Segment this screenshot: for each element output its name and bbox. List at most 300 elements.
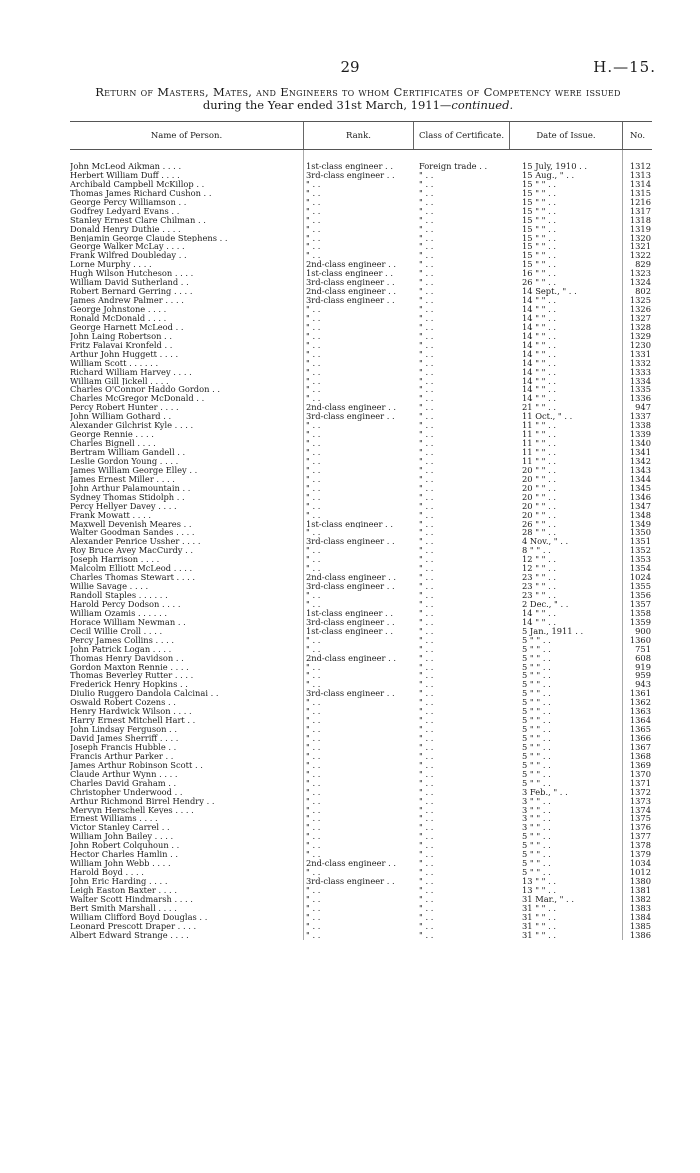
cell-number: 1346: [629, 492, 651, 502]
cell-class: " . .: [419, 296, 434, 305]
cell-class: " . .: [419, 769, 434, 779]
table-row: [70, 904, 652, 913]
table-row: [70, 546, 652, 555]
cell-date: 11 " " . .: [522, 430, 557, 440]
cell-class: " . .: [419, 376, 434, 386]
cell-rank: " . .: [306, 305, 321, 314]
cell-number: 1339: [629, 430, 651, 440]
cell-date: 5 " " . .: [522, 716, 551, 726]
cell-rank: 3rd-class engineer . .: [306, 689, 395, 699]
cell-name: Harold Boyd . . . .: [70, 868, 144, 877]
cell-name: Horace William Newman . .: [70, 617, 186, 627]
cell-date: 26 " " . .: [522, 278, 557, 288]
cell-name: Arthur Richmond Birrel Hendry . .: [70, 796, 215, 806]
cell-rank: " . .: [306, 751, 321, 761]
cell-class: " . .: [419, 868, 434, 877]
cell-number: 1359: [629, 617, 651, 627]
cell-number: 1351: [629, 537, 651, 547]
cell-name: Frank Wilfred Doubleday . .: [70, 251, 187, 261]
cell-name: Harry Ernest Mitchell Hart . .: [70, 716, 196, 726]
cell-date: 14 " " . .: [522, 385, 557, 395]
table-row: [70, 663, 652, 672]
cell-number: 1350: [629, 528, 651, 538]
cell-class: " . .: [419, 501, 434, 511]
cell-number: 1371: [629, 778, 651, 788]
cell-number: 1386: [629, 930, 651, 940]
cell-rank: " . .: [306, 850, 321, 860]
table-row: [70, 832, 652, 841]
cell-rank: " . .: [306, 778, 321, 788]
table-row: [70, 850, 652, 859]
cell-number: 1380: [629, 877, 651, 886]
cell-number: 1340: [629, 439, 651, 448]
cell-name: Cecil Willie Croll . . . .: [70, 626, 163, 636]
cell-name: William John Webb . . . .: [70, 859, 171, 869]
cell-rank: " . .: [306, 197, 321, 207]
cell-rank: " . .: [306, 188, 321, 198]
cell-number: 1314: [629, 179, 651, 189]
cell-rank: " . .: [306, 564, 321, 574]
cell-number: 1313: [629, 170, 651, 180]
table-header: [70, 121, 652, 150]
cell-number: 1034: [629, 859, 651, 869]
cell-number: 802: [635, 287, 651, 297]
cell-number: 1361: [629, 689, 651, 699]
cell-date: 5 Jan., 1911 . .: [522, 626, 584, 636]
table-row: [70, 394, 652, 403]
cell-class: " . .: [419, 573, 434, 583]
cell-date: 15 " " . .: [522, 260, 557, 270]
cell-name: Leigh Easton Baxter . . . .: [70, 885, 177, 895]
cell-class: " . .: [419, 537, 434, 547]
cell-date: 3 Feb., " . .: [522, 787, 568, 797]
cell-number: 1382: [629, 894, 651, 904]
table-row: [70, 716, 652, 725]
cell-class: " . .: [419, 546, 434, 556]
cell-date: 11 " " . .: [522, 456, 557, 466]
cell-date: 5 " " . .: [522, 635, 551, 645]
cell-name: Hector Charles Hamlin . .: [70, 850, 179, 860]
cell-number: 1012: [629, 868, 651, 877]
cell-date: 14 " " . .: [522, 367, 557, 377]
cell-number: 1365: [629, 725, 651, 734]
table-row: [70, 627, 652, 636]
cell-class: " . .: [419, 707, 434, 717]
cell-name: Thomas Henry Davidson . .: [70, 653, 184, 663]
cell-class: " . .: [419, 260, 434, 270]
cell-name: James Andrew Palmer . . . .: [70, 296, 184, 305]
cell-date: 5 " " . .: [522, 662, 551, 672]
cell-class: " . .: [419, 742, 434, 752]
document-code: H.—15.: [593, 58, 656, 76]
cell-name: John William Gothard . .: [70, 412, 172, 422]
cell-number: 1363: [629, 707, 651, 717]
cell-class: " . .: [419, 662, 434, 672]
table-row: [70, 564, 652, 573]
cell-class: " . .: [419, 251, 434, 261]
cell-rank: " . .: [306, 224, 321, 234]
cell-rank: 3rd-class engineer . .: [306, 877, 395, 886]
table-row: [70, 260, 652, 269]
cell-date: 26 " " . .: [522, 519, 557, 529]
cell-number: 1321: [629, 242, 651, 252]
table-row: [70, 707, 652, 716]
cell-rank: " . .: [306, 912, 321, 922]
cell-date: 31 " " . .: [522, 930, 557, 940]
cell-number: 1345: [629, 483, 651, 493]
cell-class: " . .: [419, 796, 434, 806]
cell-number: 1326: [629, 305, 651, 314]
cell-rank: 3rd-class engineer . .: [306, 537, 395, 547]
table-row: [70, 385, 652, 394]
table-row: [70, 341, 652, 350]
cell-name: Hugh Wilson Hutcheson . . . .: [70, 269, 194, 279]
cell-number: 1336: [629, 394, 651, 404]
cell-date: 12 " " . .: [522, 564, 557, 574]
cell-name: Leslie Gordon Young . . . .: [70, 456, 179, 466]
cell-number: 1342: [629, 456, 651, 466]
cell-date: 5 " " . .: [522, 671, 551, 681]
cell-class: " . .: [419, 644, 434, 654]
table-row: [70, 412, 652, 421]
table-row: [70, 868, 652, 877]
cell-date: 14 " " . .: [522, 305, 557, 314]
header-class: Class of Certificate.: [413, 122, 509, 149]
cell-number: 1356: [629, 591, 651, 600]
table-row: [70, 841, 652, 850]
cell-name: Diulio Ruggero Dandola Calcinai . .: [70, 689, 219, 699]
table-row: [70, 162, 652, 171]
cell-rank: " . .: [306, 814, 321, 824]
cell-class: " . .: [419, 492, 434, 502]
cell-number: 1381: [629, 885, 651, 895]
cell-rank: " . .: [306, 242, 321, 252]
cell-number: 1344: [629, 474, 651, 484]
table-row: [70, 886, 652, 895]
table-row: [70, 368, 652, 377]
cell-rank: " . .: [306, 206, 321, 216]
cell-rank: " . .: [306, 903, 321, 913]
cell-rank: 3rd-class engineer . .: [306, 582, 395, 591]
cell-name: Sydney Thomas Stidolph . .: [70, 492, 185, 502]
cell-number: 1334: [629, 376, 651, 386]
cell-date: 31 " " . .: [522, 912, 557, 922]
cell-class: " . .: [419, 340, 434, 350]
cell-rank: 2nd-class engineer . .: [306, 403, 397, 413]
cell-date: 5 " " . .: [522, 680, 551, 690]
cell-number: 1377: [629, 832, 651, 842]
cell-date: 15 July, 1910 . .: [522, 162, 588, 171]
cell-class: " . .: [419, 689, 434, 699]
cell-rank: " . .: [306, 349, 321, 359]
cell-rank: " . .: [306, 251, 321, 261]
cell-number: 1323: [629, 269, 651, 279]
cell-date: 20 " " . .: [522, 465, 557, 475]
cell-date: 14 Sept., " . .: [522, 287, 577, 297]
cell-name: Claude Arthur Wynn . . . .: [70, 769, 178, 779]
table-row: [70, 278, 652, 287]
cell-number: 1348: [629, 510, 651, 520]
cell-number: 1357: [629, 599, 651, 609]
cell-number: 1327: [629, 313, 651, 323]
cell-rank: " . .: [306, 599, 321, 609]
table-row: [70, 180, 652, 189]
cell-rank: " . .: [306, 555, 321, 565]
cell-date: 23 " " . .: [522, 591, 557, 600]
cell-class: " . .: [419, 841, 434, 851]
cell-date: 28 " " . .: [522, 528, 557, 538]
header-date: Date of Issue.: [509, 122, 622, 149]
cell-class: " . .: [419, 564, 434, 574]
cell-number: 900: [635, 626, 651, 636]
cell-number: 1375: [629, 814, 651, 824]
cell-date: 20 " " . .: [522, 474, 557, 484]
cell-name: Godfrey Ledyard Evans . .: [70, 206, 180, 216]
cell-name: Arthur John Huggett . . . .: [70, 349, 179, 359]
cell-name: Randoll Staples . . . . . .: [70, 591, 168, 600]
cell-rank: " . .: [306, 930, 321, 940]
table-row: [70, 314, 652, 323]
cell-name: Charles Bignell . . . .: [70, 439, 156, 448]
cell-class: " . .: [419, 269, 434, 279]
table-row: [70, 743, 652, 752]
cell-date: 15 " " . .: [522, 197, 557, 207]
cell-number: 1364: [629, 716, 651, 726]
cell-class: " . .: [419, 215, 434, 225]
cell-date: 4 Nov., " . .: [522, 537, 569, 547]
cell-name: Bert Smith Marshall . . . .: [70, 903, 177, 913]
cell-name: Walter Goodman Sandes . . . .: [70, 528, 195, 538]
cell-rank: " . .: [306, 313, 321, 323]
cell-date: 13 " " . .: [522, 885, 557, 895]
cell-rank: " . .: [306, 394, 321, 404]
cell-name: Frederick Henry Hopkins . .: [70, 680, 188, 690]
cell-date: 15 " " . .: [522, 179, 557, 189]
cell-name: William Ozamis . . . . . .: [70, 608, 167, 618]
cell-class: " . .: [419, 725, 434, 734]
cell-class: " . .: [419, 671, 434, 681]
cell-date: 5 " " . .: [522, 760, 551, 770]
cell-number: 1024: [629, 573, 651, 583]
cell-name: Fritz Falavai Kronfeld . .: [70, 340, 173, 350]
cell-class: " . .: [419, 832, 434, 842]
cell-rank: " . .: [306, 483, 321, 493]
table-body: [70, 162, 652, 940]
cell-name: Alexander Penrice Ussher . . . .: [70, 537, 201, 547]
cell-name: George Walker McLay . . . .: [70, 242, 185, 252]
cell-number: 1353: [629, 555, 651, 565]
cell-date: 14 " " . .: [522, 296, 557, 305]
table-row: [70, 528, 652, 537]
cell-rank: " . .: [306, 492, 321, 502]
cell-date: 11 " " . .: [522, 448, 557, 457]
table-row: [70, 421, 652, 430]
cell-rank: " . .: [306, 546, 321, 556]
cell-name: Ernest Williams . . . .: [70, 814, 158, 824]
cell-name: John Robert Colquhoun . .: [70, 841, 180, 851]
cell-number: 1383: [629, 903, 651, 913]
cell-class: " . .: [419, 680, 434, 690]
cell-name: Alexander Gilchrist Kyle . . . .: [70, 421, 194, 431]
cell-date: 14 " " . .: [522, 322, 557, 332]
cell-date: 5 " " . .: [522, 832, 551, 842]
cell-rank: 1st-class engineer . .: [306, 519, 393, 529]
cell-date: 3 " " . .: [522, 805, 551, 815]
cell-rank: 3rd-class engineer . .: [306, 278, 395, 288]
table-row: [70, 770, 652, 779]
cell-number: 1368: [629, 751, 651, 761]
cell-date: 21 " " . .: [522, 403, 557, 413]
table-row: [70, 859, 652, 868]
cell-number: 1362: [629, 698, 651, 708]
cell-name: Herbert William Duff . . . .: [70, 170, 180, 180]
cell-name: George Harnett McLeod . .: [70, 322, 184, 332]
cell-rank: 1st-class engineer . .: [306, 626, 393, 636]
cell-rank: " . .: [306, 868, 321, 877]
cell-number: 1328: [629, 322, 651, 332]
cell-rank: 2nd-class engineer . .: [306, 573, 397, 583]
cell-date: 3 " " . .: [522, 796, 551, 806]
cell-date: 14 " " . .: [522, 608, 557, 618]
table-row: [70, 913, 652, 922]
cell-class: " . .: [419, 635, 434, 645]
cell-class: " . .: [419, 394, 434, 404]
cell-name: Percy James Collins . . . .: [70, 635, 175, 645]
cell-name: Thomas Beverley Rutter . . . .: [70, 671, 194, 681]
cell-date: 23 " " . .: [522, 582, 557, 591]
cell-rank: " . .: [306, 591, 321, 600]
cell-name: Christopher Underwood . .: [70, 787, 183, 797]
cell-class: " . .: [419, 412, 434, 422]
cell-number: 1312: [629, 162, 651, 171]
cell-number: 751: [635, 644, 651, 654]
table-row: [70, 502, 652, 511]
header-name: Name of Person.: [150, 130, 223, 141]
cell-date: 14 " " . .: [522, 394, 557, 404]
cell-rank: " . .: [306, 832, 321, 842]
cell-number: 1367: [629, 742, 651, 752]
cell-date: 14 " " . .: [522, 331, 557, 341]
table-row: [70, 788, 652, 797]
cell-class: " . .: [419, 626, 434, 636]
table-row: [70, 198, 652, 207]
cell-number: 829: [635, 260, 651, 270]
cell-number: 1320: [629, 233, 651, 243]
cell-name: Mervyn Herschell Keyes . . . .: [70, 805, 194, 815]
cell-name: Henry Hardwick Wilson . . . .: [70, 707, 192, 717]
table-row: [70, 430, 652, 439]
table-row: [70, 645, 652, 654]
cell-rank: " . .: [306, 796, 321, 806]
table-row: [70, 216, 652, 225]
table-row: [70, 877, 652, 886]
cell-class: " . .: [419, 885, 434, 895]
cell-number: 1331: [629, 349, 651, 359]
table-row: [70, 439, 652, 448]
cell-number: 1319: [629, 224, 651, 234]
cell-rank: " . .: [306, 707, 321, 717]
cell-rank: " . .: [306, 439, 321, 448]
table-row: [70, 654, 652, 663]
cell-date: 5 " " . .: [522, 707, 551, 717]
cell-class: " . .: [419, 823, 434, 833]
cell-date: 5 " " . .: [522, 725, 551, 734]
cell-date: 31 " " . .: [522, 921, 557, 931]
cell-name: Gordon Maxton Rennie . . . .: [70, 662, 189, 672]
cell-name: Maxwell Devenish Meares . .: [70, 519, 192, 529]
table-row: [70, 484, 652, 493]
table-row: [70, 636, 652, 645]
cell-rank: " . .: [306, 501, 321, 511]
cell-number: 1374: [629, 805, 651, 815]
cell-class: " . .: [419, 921, 434, 931]
header-number: No.: [622, 122, 652, 149]
cell-rank: " . .: [306, 644, 321, 654]
cell-rank: " . .: [306, 233, 321, 243]
table-row: [70, 814, 652, 823]
cell-class: " . .: [419, 188, 434, 198]
cell-class: " . .: [419, 698, 434, 708]
table-row: [70, 689, 652, 698]
cell-number: 1372: [629, 787, 651, 797]
caption-continued: continued.: [451, 98, 514, 112]
cell-class: " . .: [419, 224, 434, 234]
table-row: [70, 555, 652, 564]
cell-date: 20 " " . .: [522, 501, 557, 511]
table-row: [70, 511, 652, 520]
table-row: [70, 448, 652, 457]
cell-name: Joseph Harrison . . . .: [70, 555, 160, 565]
cell-name: George Percy Williamson . .: [70, 197, 187, 207]
cell-name: Benjamin George Claude Stephens . .: [70, 233, 228, 243]
table-row: [70, 287, 652, 296]
cell-number: 919: [635, 662, 651, 672]
cell-date: 5 " " . .: [522, 751, 551, 761]
cell-number: 1373: [629, 796, 651, 806]
table-row: [70, 377, 652, 386]
cell-number: 1329: [629, 331, 651, 341]
cell-rank: " . .: [306, 787, 321, 797]
cell-date: 5 " " . .: [522, 841, 551, 851]
table-row: [70, 922, 652, 931]
cell-class: " . .: [419, 877, 434, 886]
cell-class: " . .: [419, 805, 434, 815]
table-row: [70, 573, 652, 582]
cell-number: 959: [635, 671, 651, 681]
table-row: [70, 350, 652, 359]
cell-date: 5 " " . .: [522, 778, 551, 788]
cell-name: Harold Percy Dodson . . . .: [70, 599, 181, 609]
cell-rank: " . .: [306, 716, 321, 726]
certificates-table: [70, 121, 652, 940]
cell-number: 1341: [629, 448, 651, 457]
table-caption: [64, 86, 652, 112]
cell-date: 14 " " . .: [522, 349, 557, 359]
table-row: [70, 797, 652, 806]
cell-rank: " . .: [306, 376, 321, 386]
cell-rank: " . .: [306, 322, 321, 332]
table-row: [70, 457, 652, 466]
cell-name: Stanley Ernest Clare Chilman . .: [70, 215, 206, 225]
cell-rank: " . .: [306, 358, 321, 368]
table-row: [70, 618, 652, 627]
cell-rank: " . .: [306, 662, 321, 672]
cell-number: 1333: [629, 367, 651, 377]
cell-number: 1325: [629, 296, 651, 305]
cell-number: 1335: [629, 385, 651, 395]
cell-rank: 2nd-class engineer . .: [306, 653, 397, 663]
cell-name: William John Bailey . . . .: [70, 832, 174, 842]
